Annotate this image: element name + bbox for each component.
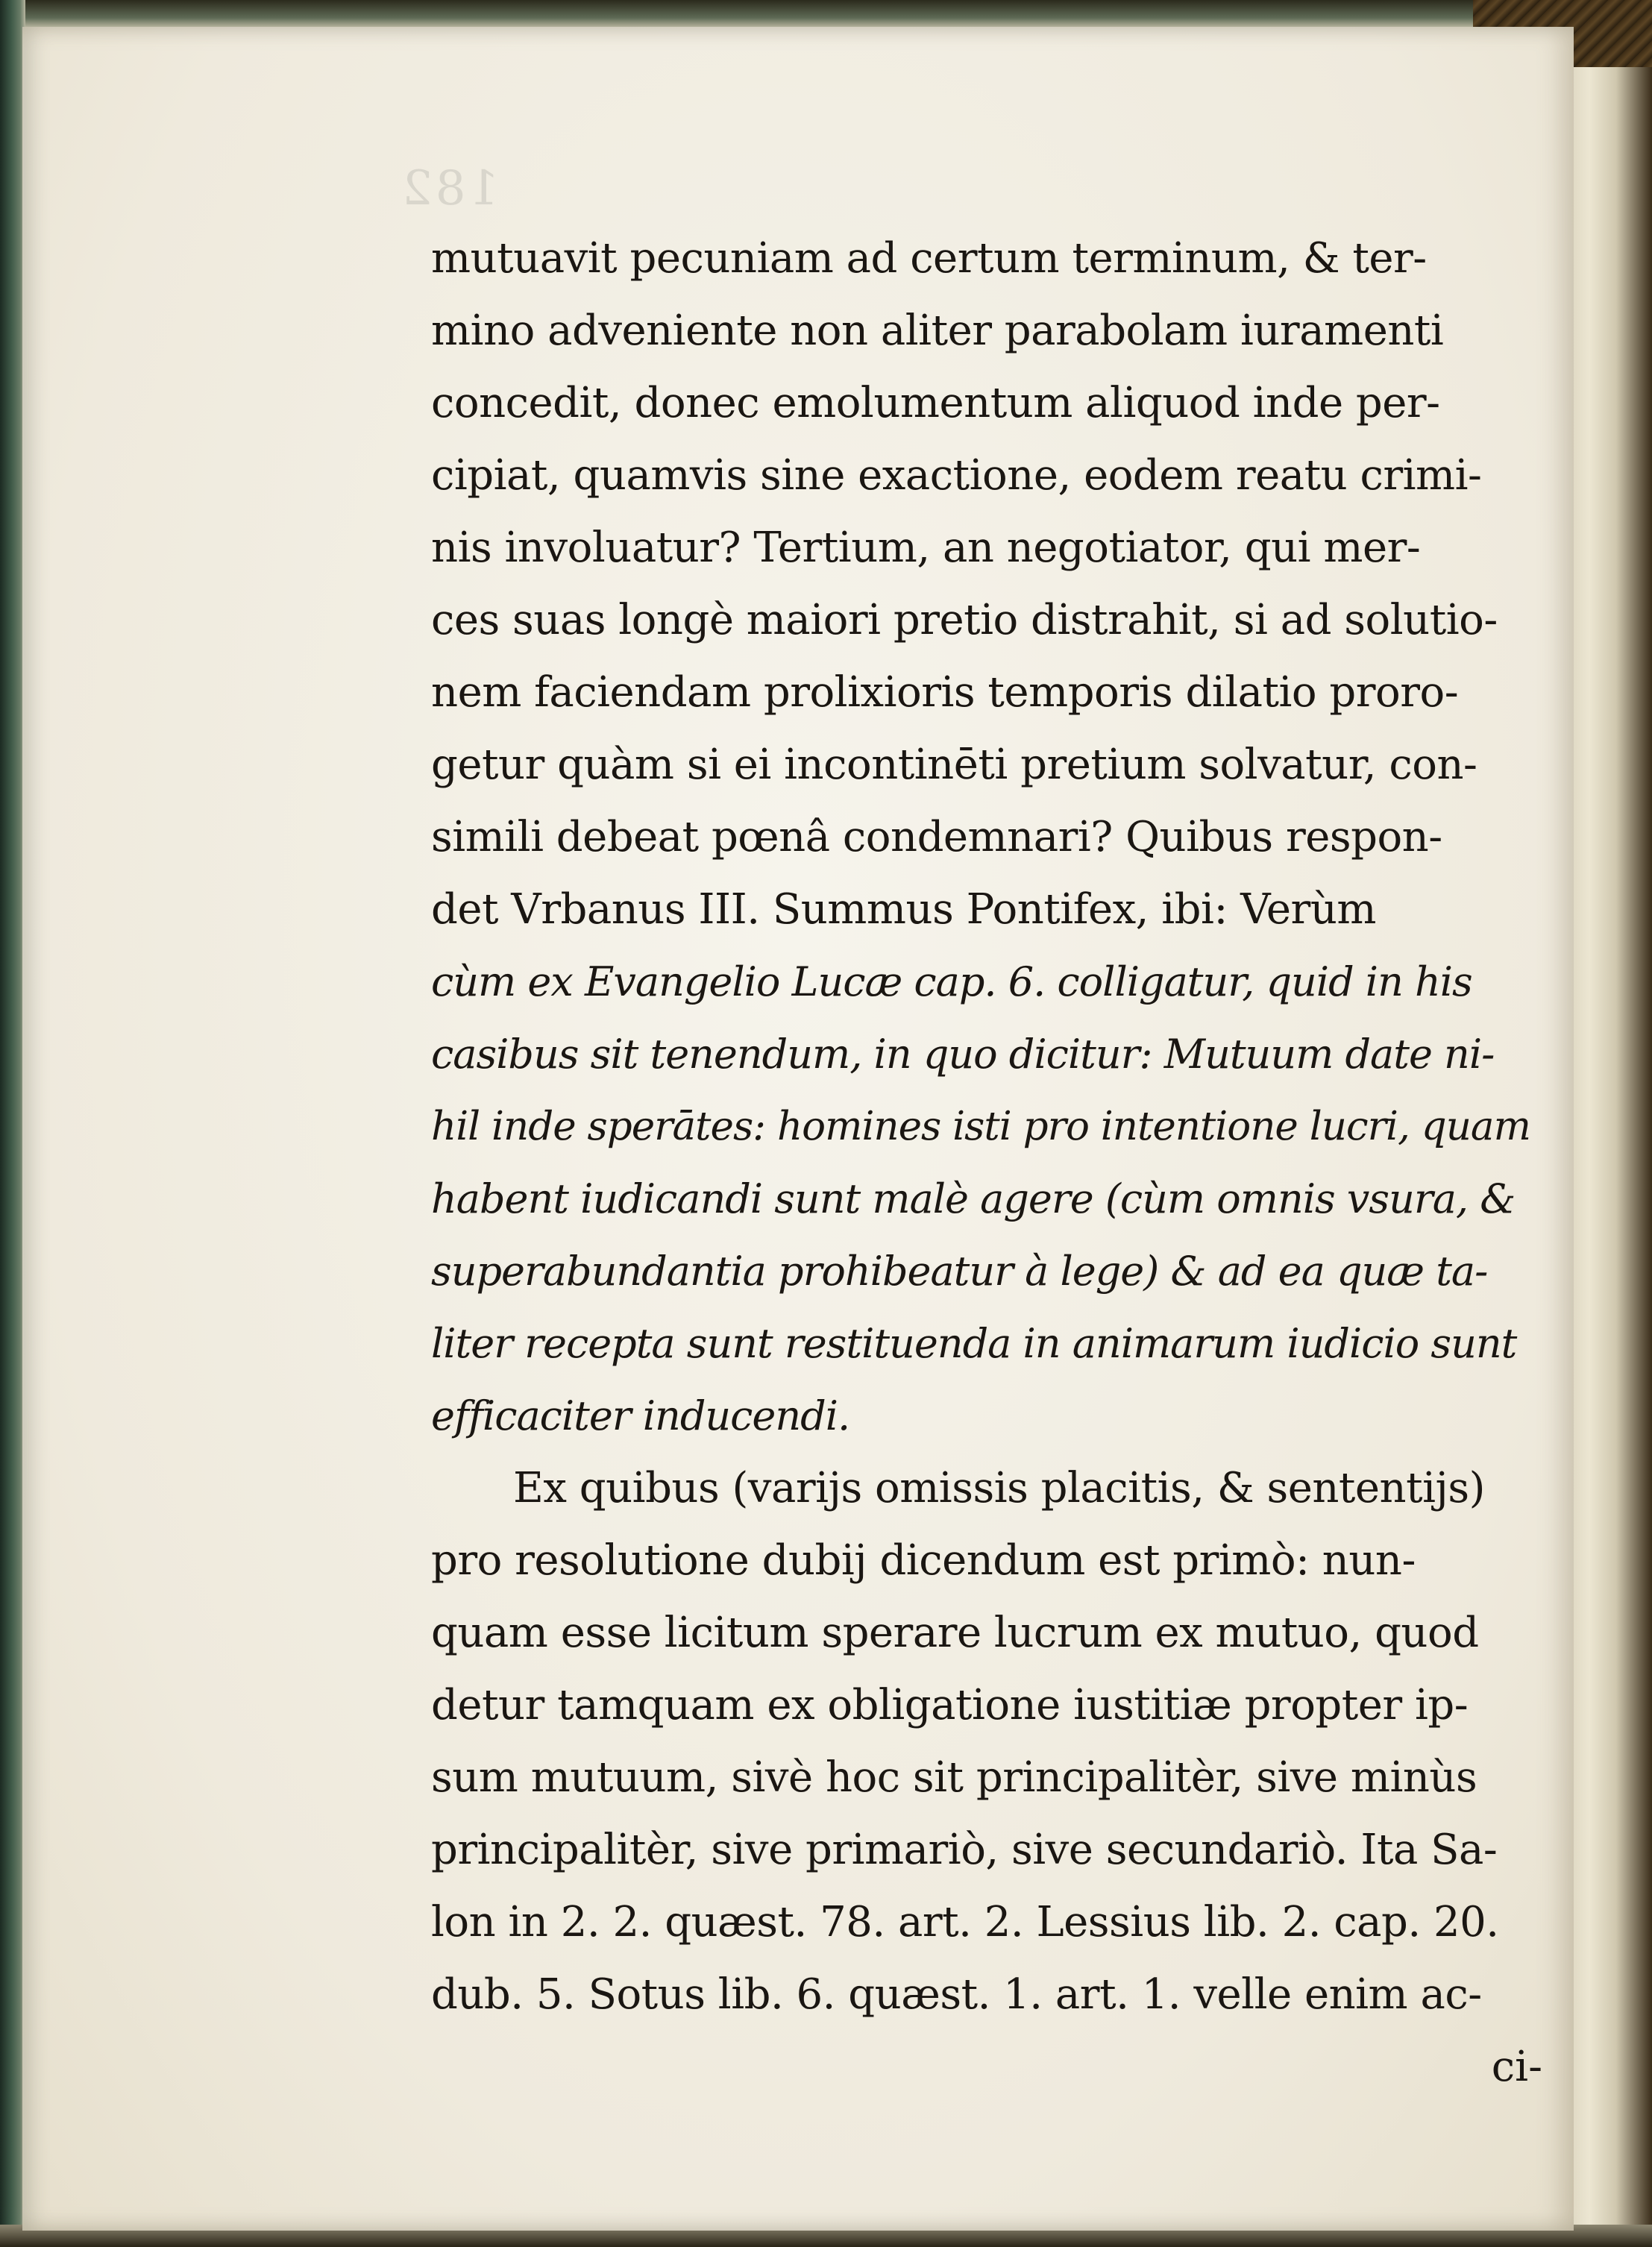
book-binding [0, 0, 25, 2247]
text-line: cùm ex Evangelio Lucæ cap. 6. colligatur, quid in his [431, 958, 1472, 1005]
catchword-row [431, 2031, 1542, 2103]
text-line: habent iudicandi sunt malè agere (cùm omnis vsura, & [431, 1175, 1516, 1222]
text-line: liter recepta sunt restituenda in animarum iudicio sunt [431, 1320, 1517, 1367]
text-line: efficaciter inducendi. [431, 1392, 850, 1439]
text-line: pro resolutione dubij dicendum est primò: nun- [431, 1536, 1416, 1585]
text-line: cipiat, quamvis sine exactione, eodem reatu crimi- [431, 451, 1482, 500]
text-line: getur quàm si ei incontinēti pretium solvatur, con- [431, 741, 1477, 789]
text-line: mino adveniente non aliter parabolam iuramenti [431, 307, 1444, 355]
book-top-edge [0, 0, 1652, 30]
text-line: principalitèr, sive primariò, sive secundariò. Ita Sa- [431, 1826, 1498, 1874]
page-number-show-through: 182 [399, 161, 500, 216]
text-line: det Vrbanus III. Summus Pontifex, ibi: Verùm [431, 885, 1376, 934]
text-line: concedit, donec emolumentum aliquod inde per- [431, 379, 1440, 427]
text-line: hil inde sperātes: homines isti pro intentione lucri, quam [431, 1103, 1530, 1149]
page-stack-edge [1563, 45, 1652, 2247]
text-line: sum mutuum, sivè hoc sit principalitèr, sive minùs [431, 1753, 1477, 1802]
text-line: dub. 5. Sotus lib. 6. quæst. 1. art. 1. velle enim ac- [431, 1970, 1482, 2019]
text-line: nem faciendam prolixioris temporis dilatio proro- [431, 668, 1459, 717]
text-line: detur tamquam ex obligatione iustitiæ propter ip- [431, 1681, 1469, 1729]
catchword: ci- [1491, 2043, 1542, 2091]
text-block [431, 222, 1542, 2103]
text-line: ces suas longè maiori pretio distrahit, si ad solutio- [431, 596, 1498, 644]
text-line: quam esse licitum sperare lucrum ex mutuo, quod [431, 1609, 1479, 1657]
text-line: simili debeat pœnâ condemnari? Quibus respon- [431, 813, 1442, 861]
text-line: superabundantia prohibeatur à lege) & ad ea quæ ta- [431, 1248, 1488, 1295]
text-line: casibus sit tenendum, in quo dicitur: Mutuum date ni- [431, 1031, 1495, 1078]
text-line: mutuavit pecuniam ad certum terminum, & ter- [431, 234, 1427, 283]
text-line: lon in 2. 2. quæst. 78. art. 2. Lessius lib. 2. cap. 20. [431, 1898, 1499, 1946]
text-line: nis involuatur? Tertium, an negotiator, qui mer- [431, 524, 1421, 572]
text-line: Ex quibus (varijs omissis placitis, & sententijs) [513, 1464, 1485, 1512]
book-page [22, 27, 1574, 2231]
